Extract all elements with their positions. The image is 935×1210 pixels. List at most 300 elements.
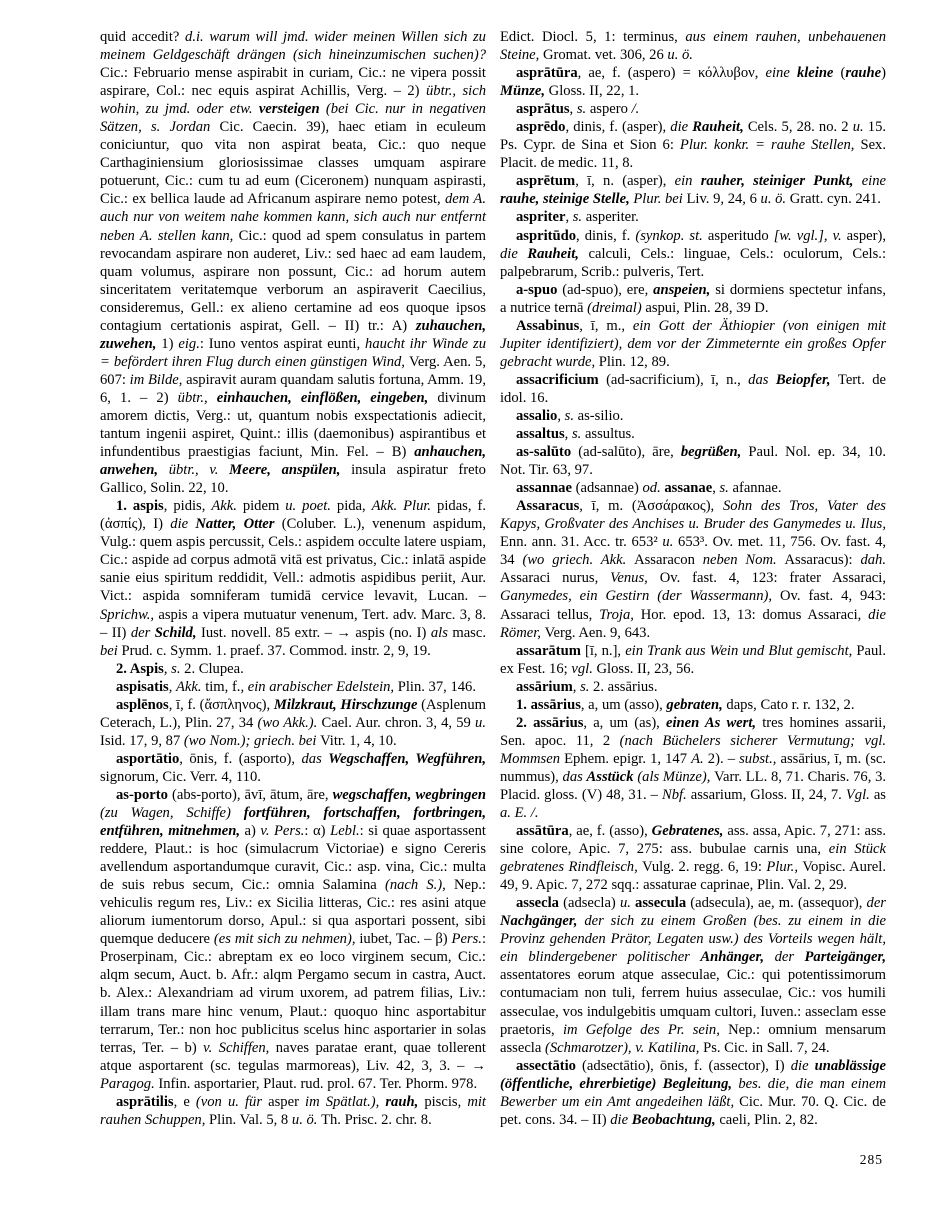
entry-text-segment: aspui, Plin. 28, 39 D. [645, 299, 769, 316]
entry-text-segment: v. Schiffen, [203, 1039, 276, 1056]
entry-text-segment: Akk. [211, 498, 243, 515]
entry-text-segment: quid accedit? [100, 29, 186, 45]
entry-text-segment: assectātio [516, 1057, 576, 1074]
entry-text-segment: asprēdo [516, 119, 566, 136]
entry-text-segment: Troja, [599, 606, 641, 623]
entry-text-segment: Münze, [500, 83, 549, 100]
entry-text-segment: , [163, 660, 172, 677]
entry-text-segment: afannae. [732, 480, 782, 497]
dictionary-entry [500, 1057, 886, 1129]
entry-text-segment: Assaracus [516, 498, 580, 515]
entry-text-segment: (nach S.), [384, 877, 454, 894]
entry-text-segment: (wo Akk.). [257, 714, 322, 731]
entry-text-segment: Tert. de idol. 16. [500, 371, 887, 406]
entry-text-segment: eine [765, 65, 797, 82]
entry-text-segment: Gloss. II, 23, 56. [596, 660, 695, 677]
entry-text-segment: Sprichw., [100, 606, 159, 623]
entry-text-segment: assultus. [584, 426, 635, 443]
dictionary-entry [500, 822, 886, 894]
entry-text-segment: (Coluber. L.), venenum aspidum, Vulg.: quem aspis percussit, Cels.: aspidem occulte latere uspiam, Cic.: aspide ad corpus admotā vitā est privatus, Cic.: inlatā aspide sanie eius spiritum reddidit, Vell.: admotis aspidibus periit, Aur. Vict.: aspida somniferam tumidā cervice levavit, Lucan. – [100, 516, 486, 605]
entry-text-segment: aus einem rauhen, unbehauenen Steine, [500, 29, 886, 64]
entry-text-segment: Plur., [766, 859, 803, 876]
entry-text-segment: naves paratae erant, quae tollerent atque asportarent (sc. tegulas marmoreas), Liv. 42, 3, 3. – → [100, 1039, 486, 1074]
entry-text-segment: (dreimal) [587, 299, 646, 316]
entry-text-segment: : si quae asportassent reddere, Plaut.: is hoc (simulacrum Victoriae) e signo Cereris avellendum asportandumque curavit, Cic.: asp. vina, Cic.: multa de suis rebus secum, Cic.: omnia Salamina [100, 823, 486, 894]
entry-text-segment: tim, f., [205, 678, 248, 695]
entry-text-segment: asper [268, 1093, 306, 1110]
entry-text-segment: s. [719, 480, 733, 497]
entry-text-segment: masc. [452, 624, 486, 641]
entry-text-segment: Anhänger, [700, 949, 775, 966]
entry-text-segment: ein [674, 173, 701, 190]
dictionary-entry [500, 64, 886, 100]
entry-text-segment: Akk. [176, 678, 206, 695]
entry-text-segment: subst., [739, 750, 781, 767]
entry-text-segment: Meere, anspülen, [229, 462, 352, 479]
entry-text-segment: (wo Nom.); griech. bei [183, 732, 321, 749]
entry-text-segment: signorum, Cic. Verr. 4, 110. [100, 768, 261, 785]
entry-text-segment: Assaracon [634, 552, 703, 569]
entry-text-segment: asper), [846, 227, 886, 244]
dictionary-entry [500, 317, 886, 371]
entry-text-segment: Assaraci nurus, [500, 570, 611, 587]
entry-text-segment: Cael. Aur. chron. 3, 4, 59 [321, 714, 476, 731]
entry-text-segment: Edict. Diocl. 5, 1: terminus, [500, 29, 686, 45]
entry-text-segment: assātūra [516, 823, 569, 840]
entry-text-segment: Verg. Aen. 9, 643. [544, 624, 651, 641]
entry-text-segment: einen As wert, [666, 714, 763, 731]
entry-text-segment: assalio [516, 407, 558, 424]
entry-text-segment: Beiopfer, [775, 371, 838, 388]
entry-text-segment: aspriter [516, 209, 566, 226]
entry-text-segment: Akk. Plur. [371, 498, 438, 515]
entry-text-segment: vgl. [571, 660, 597, 677]
dictionary-entry [100, 696, 486, 750]
entry-text-segment: 15. Ps. Cypr. de Sina et Sion 6: [500, 119, 887, 154]
entry-text-segment: assarātum [516, 642, 581, 659]
entry-text-segment: der [774, 949, 805, 966]
entry-text-segment: der [130, 624, 155, 641]
dictionary-entry [500, 479, 886, 497]
entry-text-segment: , [712, 480, 720, 497]
entry-text-segment: assanae [664, 480, 713, 497]
entry-text-segment: (es mit sich zu nehmen), [213, 931, 360, 948]
entry-text-segment: gebraten, [666, 696, 727, 713]
entry-text-segment: u. ö. [667, 47, 693, 64]
entry-text-segment: die [670, 119, 693, 136]
entry-text-segment: s. [580, 678, 594, 695]
entry-text-segment: Vgl. [845, 786, 874, 803]
entry-text-segment: s. [564, 407, 578, 424]
left-column [100, 28, 486, 1129]
entry-text-segment: asperitudo [707, 227, 774, 244]
entry-text-segment: haucht ihr Winde zu = befördert ihren Flug durch einen günstigen Wind, [100, 335, 486, 370]
entry-text-segment: , ī, m., [579, 317, 633, 334]
entry-text-segment: das [748, 371, 776, 388]
entry-text-segment: Milzkraut, Hirschzunge [273, 696, 422, 713]
entry-text-segment: asprātus [516, 101, 570, 118]
entry-text-segment: Pers. [451, 931, 482, 948]
entry-text-segment: Lebl. [330, 823, 360, 840]
entry-text-segment: Ps. Cic. in Sall. 7, 24. [703, 1039, 830, 1056]
dictionary-entry [100, 678, 486, 696]
page-number: 285 [859, 1152, 883, 1167]
entry-text-segment: asprātilis [116, 1093, 174, 1110]
entry-text-segment: (ad-salūto), āre, [571, 444, 681, 461]
entry-text-segment: Vopisc. Aurel. 49, 9. Apic. 7, 272 sqq.: assaturae caprinae, Plin. Val. 2, 29. [500, 859, 886, 894]
entry-text-segment: Infin. asportarier, Plaut. rud. prol. 67. Ter. Phorm. 978. [158, 1075, 478, 1092]
entry-text-segment: pida, [336, 498, 372, 515]
entry-text-segment: caeli, Plin. 2, 82. [719, 1111, 818, 1128]
entry-text-segment: eig. [178, 335, 200, 352]
entry-text-segment: bes. die, die man einem Bewerber um ein Amt angedeihen läßt, [500, 1075, 886, 1110]
dictionary-entry [500, 407, 886, 425]
entry-text-segment: assacrificium [516, 371, 599, 388]
entry-text-segment: (Schmarotzer), v. Katilina, [544, 1039, 704, 1056]
dictionary-entry [100, 28, 486, 497]
entry-text-segment: (Asplenum Ceterach, L.), Plin. 27, 34 [100, 696, 486, 731]
entry-text-segment: assārium [516, 678, 573, 695]
entry-text-segment: rauhe [845, 65, 882, 82]
entry-text-segment: ass. assa, Apic. 7, 271: ass. sine colore, Apic. 7, 275: ass. bubulae carnis una, [500, 823, 886, 858]
entry-text-segment: Wegschaffen, Wegführen, [328, 750, 486, 767]
entry-text-segment: : α) [304, 823, 331, 840]
entry-text-segment: asprātūra [516, 65, 578, 82]
entry-text-segment: calculi, Cels.: linguae, Cels.: oculorum, Cels.: palpebrarum, Scrib.: pulveris, Tert. [500, 245, 886, 280]
entry-text-segment: Rauheit, [692, 119, 748, 136]
entry-text-segment: ein arabischer Edelstein, [247, 678, 398, 695]
entry-text-segment: , [569, 101, 577, 118]
dictionary-entry [500, 208, 886, 226]
entry-text-segment: dem A. auch nur von weitem nahe kommen kann, sich auch nur entfernt neben A. stellen kann, [100, 191, 486, 244]
entry-text-segment: , ī, m. (Ἀσσάρακος), [579, 498, 723, 515]
entry-text-segment: as [873, 786, 886, 803]
entry-text-segment: anspeien, [653, 281, 716, 298]
entry-text-segment: ein Trank aus Wein und Blut gemischt, [625, 642, 857, 659]
entry-text-segment: aspritūdo [516, 227, 577, 244]
entry-text-segment: 2. assārius [516, 714, 584, 731]
entry-text-segment: 1. aspis [116, 498, 164, 515]
entry-text-segment: Liv. 9, 24, 6 [686, 191, 761, 208]
right-column [500, 28, 886, 1129]
entry-text-segment: begrüßen, [680, 444, 749, 461]
entry-text-segment: (wo griech. Akk. [522, 552, 635, 569]
entry-text-segment: assannae [516, 480, 572, 497]
entry-text-segment: daps, Cato r. r. 132, 2. [726, 696, 855, 713]
entry-text-segment: assarium, Gloss. II, 24, 7. [690, 786, 846, 803]
entry-text-segment: s. [572, 209, 586, 226]
entry-text-segment: Plin. 12, 89. [598, 353, 670, 370]
entry-text-segment: Paragog. [100, 1075, 159, 1092]
entry-text-segment: die [610, 1111, 632, 1128]
entry-text-segment: Cels. 5, 28. no. 2 [747, 119, 853, 136]
entry-text-segment: Gratt. cyn. 241. [789, 191, 881, 208]
entry-text-segment: Cic. Mur. 70. Q. Cic. de pet. cons. 34. – II) [500, 1093, 886, 1128]
entry-text-segment: dah. [860, 552, 886, 569]
entry-text-segment: (synkop. st. [635, 227, 708, 244]
entry-text-segment: piscis, [424, 1093, 468, 1110]
entry-text-segment: assentatores eorum atque asseculae, Cic.: qui potentissimorum contumaciam non tuli, ferrem huius asseculae, Cic.: vos humili asseculae, vos indulgebitis umquam cultori, Iuven.: asseclam esse praetoris, [500, 967, 886, 1038]
entry-text-segment: , e [173, 1093, 196, 1110]
entry-text-segment: : Proserpinam, Cic.: abreptam ex eo loco virginem secum, Cic.: alqm secum, Auct. b. Afr.: alqm Pergamo secum in castra, Auct. b. Alex.: Alexandriam ad virum uxorem, ad patrem filias, Liv.: illam trans mare hinc venum, Plaut.: quoquo hinc asportabitur terrarum, Ter.: non hoc publicitus scelus hinc asportarier in solas terras, Ter. – b) [100, 931, 486, 1056]
entry-text-segment: , dinis, f. [576, 227, 636, 244]
dictionary-entry [100, 786, 486, 1093]
entry-text-segment: im Spätlat.), [305, 1093, 386, 1110]
entry-text-segment: bei [100, 642, 122, 659]
entry-text-segment: (adsectātio), ōnis, f. (assector), I) [575, 1057, 791, 1074]
entry-text-segment: Sohn des Tros, Vater des Kapys, Großvater des Anchises u. Bruder des Ganymedes u. Ilus, [500, 498, 886, 533]
entry-text-segment: (adsannae) [571, 480, 643, 497]
entry-text-segment: neben Nom. [702, 552, 785, 569]
entry-text-segment: d.i. warum will jmd. wider meinen Willen sich zu meinem Geldgeschäft drängen (sich hineinzumischen suchen)? [100, 29, 486, 64]
entry-text-segment: Nbf. [661, 786, 691, 803]
entry-text-segment: , ī, n. (asper), [575, 173, 675, 190]
entry-text-segment: as-salūto [516, 444, 572, 461]
entry-text-segment: ) [881, 65, 886, 82]
entry-text-segment: Plin. 37, 146. [397, 678, 476, 695]
entry-text-segment: versteigen [258, 101, 326, 118]
entry-text-segment: das [562, 768, 587, 785]
entry-text-segment: s. [571, 426, 585, 443]
entry-text-segment: Iust. novell. 85 extr. – → aspis (no. I) [200, 624, 431, 641]
entry-text-segment: das [301, 750, 329, 767]
entry-text-segment: (abs-porto), āvī, ātum, āre, [167, 786, 333, 803]
entry-text-segment: od. [642, 480, 665, 497]
entry-text-segment: Nachgänger, [500, 913, 585, 930]
entry-text-segment: im Bilde, [129, 371, 187, 388]
entry-text-segment: die [170, 516, 196, 533]
entry-text-segment: asprētum [516, 173, 576, 190]
dictionary-entry [500, 371, 886, 407]
entry-text-segment: Asstück [586, 768, 638, 785]
entry-text-segment: Hor. epod. 13, 13: domus Assaraci, [640, 606, 869, 623]
entry-text-segment: Natter, Otter [195, 516, 282, 533]
entry-text-segment: Th. Prisc. 2. chr. 8. [321, 1111, 432, 1128]
entry-text-segment: 653³. Ov. met. 11, 756. Ov. fast. 4, 34 [500, 534, 887, 569]
entry-text-segment: die [500, 245, 528, 262]
entry-text-segment: , [565, 209, 573, 226]
entry-text-segment: [w. vgl.], v. [773, 227, 847, 244]
entry-text-segment: ( [840, 65, 846, 82]
entry-text-segment: : Iuno ventos aspirat eunti, [199, 335, 366, 352]
entry-text-segment: as-porto [116, 786, 168, 803]
dictionary-entry [500, 894, 886, 1056]
dictionary-entry [500, 443, 886, 479]
entry-text-segment: ein Gott der Äthiopier (von einigen mit Jupiter identifiziert), dem vor der Zimmeternte ein großes Opfer gebracht wurde, [500, 317, 886, 370]
dictionary-entry [500, 497, 886, 641]
entry-text-segment: , pidis, [163, 498, 212, 515]
entry-text-segment: u. [475, 714, 486, 731]
entry-text-segment: Ov. fast. 4, 123: frater Assaraci, [659, 570, 886, 587]
entry-text-segment: fortführen, fortschaffen, fortbringen, entführen, mitnehmen, [100, 805, 487, 840]
entry-text-segment: , [572, 678, 581, 695]
entry-text-segment: einhauchen, einflößen, eingeben, [216, 389, 438, 406]
dictionary-entry [500, 714, 886, 822]
entry-text-segment: eine [861, 173, 886, 190]
entry-text-segment: (adsecula), ae, m. (assequor), [686, 895, 867, 912]
dictionary-entry [100, 1093, 486, 1129]
entry-text-segment: , ī, f. (ἄσπληνος), [168, 696, 274, 713]
entry-text-segment: pidas, f. (ἀσπίς), I) [100, 498, 486, 533]
entry-text-segment: , ōnis, f. (asporto), [179, 750, 302, 767]
entry-text-segment: Enn. ann. 31. Acc. tr. 653² [500, 534, 663, 551]
entry-text-segment: 2. Aspis [116, 660, 164, 677]
entry-text-segment: Beobachtung, [631, 1111, 720, 1128]
dictionary-entry [500, 642, 886, 678]
entry-text-segment: Plur. bei [633, 191, 687, 208]
entry-text-segment: Cic. Caecin. 39), haec etiam in eculeum coniciuntur, quo vita non aspirat beata, Cic.: quo neque Carthaginiensium gloriosissimae classes umquam aspirare potuerunt, Cic.: cum tu ad eum (Ciceronem) nunquam aspirasti, Cic.: ex bellica laude ad Africanum aspirare nemo potest, [100, 119, 486, 208]
entry-text-segment: s. [171, 660, 185, 677]
entry-text-segment: Verg. Aen. 5, 607: [100, 353, 486, 388]
dictionary-entry [500, 172, 886, 208]
entry-text-segment: übtr., [177, 389, 217, 406]
dictionary-entry [500, 696, 886, 714]
entry-text-segment: der sich zu einem Großen (bes. zu einem in die Provinz gehenden Prätor, Legaten usw.) des Vorteils wegen hält, ein blindergebener politischer [500, 913, 886, 966]
entry-text-segment: aspiravit auram quandam salutis fortuna, Amm. 19, 6, 1. – 2) [100, 371, 487, 406]
entry-text-segment: , a, um (asso), [580, 696, 667, 713]
entry-text-segment: as-silio. [577, 407, 624, 424]
entry-text-segment: assaltus [516, 426, 565, 443]
dictionary-entry [100, 497, 486, 659]
dictionary-entry [500, 118, 886, 172]
entry-text-segment: aspisatis [116, 678, 169, 695]
entry-text-segment: Gloss. II, 22, 1. [548, 83, 640, 100]
entry-text-segment: /. [631, 101, 640, 118]
dictionary-entry [500, 281, 886, 317]
entry-text-segment: a-spuo [516, 281, 558, 298]
entry-text-segment: assārius, ī, m. (sc. nummus), [500, 750, 887, 785]
entry-text-segment: im Gefolge des Pr. sein, [562, 1021, 729, 1038]
entry-text-segment: Plur. konkr. = rauhe Stellen, [679, 137, 861, 154]
dictionary-entry [100, 750, 486, 786]
entry-text-segment: Nep.: vehiculis regum res, Liv.: ex Sicilia litteras, Cic.: res asini atque aliorum iumentorum dorso, Apul.: si qua asportari possent, sibi quemque deducere [100, 877, 486, 948]
entry-text-segment: Sex. Placit. de medic. 11, 8. [500, 137, 886, 172]
entry-text-segment: Prud. c. Symm. 1. praef. 37. Commod. instr. 2, 9, 19. [121, 642, 431, 659]
entry-text-segment: 1) [161, 335, 179, 352]
entry-text-segment: Vitr. 1, 4, 10. [320, 732, 397, 749]
entry-text-segment: divinum amorem dictis, Verg.: ut, quantum nobis exspectationis adiecit, tantum ingenii aspiret, Quint.: illis (daemonibus) aspirantibus et infundentibus praestigias faciunt, Min. Fel. – B) [100, 389, 487, 461]
entry-text-segment: Assabinus [516, 317, 580, 334]
entry-text-segment: ein Stück gebratenes Rindfleisch, [500, 841, 886, 876]
entry-text-segment: insula aspiratur freto Gallico, Solin. 22, 10. [100, 462, 486, 497]
entry-text-segment: kleine [796, 65, 841, 82]
dictionary-entry [100, 660, 486, 678]
entry-text-segment: (adsecla) [558, 895, 620, 912]
entry-text-segment: die Römer, [500, 606, 886, 641]
dictionary-entry [500, 100, 886, 118]
entry-text-segment: a. E. /. [500, 805, 539, 822]
entry-text-segment: u. ö. [291, 1111, 322, 1128]
entry-text-segment: Venus, [610, 570, 660, 587]
entry-text-segment: a) [244, 823, 261, 840]
entry-text-segment: Vulg. 2. regg. 6, 19: [642, 859, 767, 876]
entry-text-segment: tres homines assarii, Sen. apoc. 11, 2 [500, 714, 886, 749]
entry-text-segment: wegschaffen, wegbringen [332, 786, 486, 803]
entry-text-segment: als [430, 624, 453, 641]
entry-text-segment: (bei Cic. nur in negativen Sätzen, s. Jordan [100, 101, 486, 136]
entry-text-segment: (als Münze), [637, 768, 715, 785]
entry-text-segment: , a, um (as), [583, 714, 666, 731]
entry-text-segment: Cic.: Februario mense aspirabit in curiam, Cic.: ne vipera possit aspirare, Col.: nec equis aspirat Achillis, Verg. – 2) [100, 65, 486, 100]
entry-text-segment: si dormiens spectetur infans, a nutrice ternā [500, 281, 887, 316]
entry-text-segment: rauhe, steinige Stelle, [500, 191, 634, 208]
entry-text-segment: (nach Büchelers sicherer Vermutung; vgl. Mommsen [500, 732, 887, 767]
dictionary-entry [500, 227, 886, 281]
dictionary-entry [500, 425, 886, 443]
dictionary-entry [500, 678, 886, 696]
entry-text-segment: u. [662, 534, 679, 551]
entry-text-segment: mit rauhen Schuppen, [100, 1093, 486, 1128]
entry-text-segment: rauh, [385, 1093, 425, 1110]
entry-text-segment: s. [576, 101, 590, 118]
entry-text-segment: (ad-spuo), ere, [557, 281, 654, 298]
entry-text-segment: Ephem. epigr. 1, 147 [564, 750, 692, 767]
entry-text-segment: u. ö. [760, 191, 790, 208]
entry-text-segment: rauher, steiniger Punkt, [700, 173, 862, 190]
entry-text-segment: aspero [589, 101, 632, 118]
text-columns [100, 28, 886, 1129]
entry-text-segment: , ae, f. (asso), [568, 823, 652, 840]
entry-text-segment: übtr., sich wohin, zu jmd. oder etw. [100, 83, 486, 118]
entry-text-segment: anhauchen, anwehen, [100, 444, 486, 479]
dictionary-entry [500, 28, 886, 64]
entry-text-segment: übtr., v. [168, 462, 230, 479]
entry-text-segment: (von u. für [195, 1093, 269, 1110]
entry-text-segment: der [866, 895, 886, 912]
entry-text-segment: , [168, 678, 177, 695]
entry-text-segment: Parteigänger, [804, 949, 886, 966]
entry-text-segment: asplēnos [116, 696, 169, 713]
entry-text-segment: assecla [516, 895, 559, 912]
entry-text-segment: , ae, f. (aspero) = κόλλυβον, [577, 65, 766, 82]
entry-text-segment: 2. assārius. [593, 678, 658, 695]
entry-text-segment: Isid. 17, 9, 87 [100, 732, 184, 749]
entry-text-segment: assecula [635, 895, 687, 912]
entry-text-segment: unablässige (öffentliche, ehrerbietige) Begleitung, [500, 1057, 886, 1092]
entry-text-segment: u. [852, 119, 868, 136]
entry-text-segment: asportātio [116, 750, 180, 767]
entry-text-segment: 2). – [707, 750, 740, 767]
entry-text-segment: (zu Wagen, Schiffe) [100, 805, 244, 822]
entry-text-segment: Paul. Nol. ep. 34, 10. Not. Tir. 63, 97. [500, 444, 886, 479]
entry-text-segment: Cic.: quod ad spem consulatus in partem revocandam aspirare non auderet, Liv.: sed haec ad eam laudem, quam volumus, aspirare non possunt, Cic.: ad horum autem sinceritatem veritatemque verborum an aspiraverit Caecilius, consideremus, Gell.: ex alieno certamine ad eos quoque ipsos contagium certationis aspirat, Gell. – II) tr.: A) [100, 227, 486, 334]
entry-text-segment: [ī, n.], [580, 642, 626, 659]
entry-text-segment: (ad-sacrificium), ī, n., [598, 371, 749, 388]
entry-text-segment: A. [691, 750, 708, 767]
entry-text-segment: v. Pers. [260, 823, 305, 840]
entry-text-segment: iubet, Tac. – β) [359, 931, 452, 948]
entry-text-segment: Gebratenes, [651, 823, 728, 840]
entry-text-segment: Paul. ex Fest. 16; [500, 642, 886, 677]
entry-text-segment: Assaracus): [784, 552, 861, 569]
entry-text-segment: pidem [242, 498, 286, 515]
entry-text-segment: Varr. LL. 8, 71. Charis. 76, 3. Placid. gloss. (V) 48, 31. – [500, 768, 887, 803]
entry-text-segment: , [564, 426, 572, 443]
entry-text-segment: Rauheit, [527, 245, 589, 262]
entry-text-segment: Gromat. vet. 306, 26 [542, 47, 668, 64]
entry-text-segment: , dinis, f. (asper), [565, 119, 671, 136]
entry-text-segment: aspis a vipera mutuatur venenum, Tert. adv. Marc. 3, 8. – II) [100, 606, 486, 641]
entry-text-segment: u. poet. [285, 498, 337, 515]
entry-text-segment: Nep.: omnium mensarum assecla [500, 1021, 886, 1056]
entry-text-segment: die [790, 1057, 815, 1074]
entry-text-segment: u. [619, 895, 636, 912]
entry-text-segment: asperiter. [585, 209, 639, 226]
entry-text-segment: , [557, 407, 565, 424]
entry-text-segment: zuhauchen, zuwehen, [100, 317, 486, 352]
entry-text-segment: Ov. fast. 4, 943: Assaraci tellus, [500, 588, 887, 623]
entry-text-segment: 2. Clupea. [184, 660, 244, 677]
